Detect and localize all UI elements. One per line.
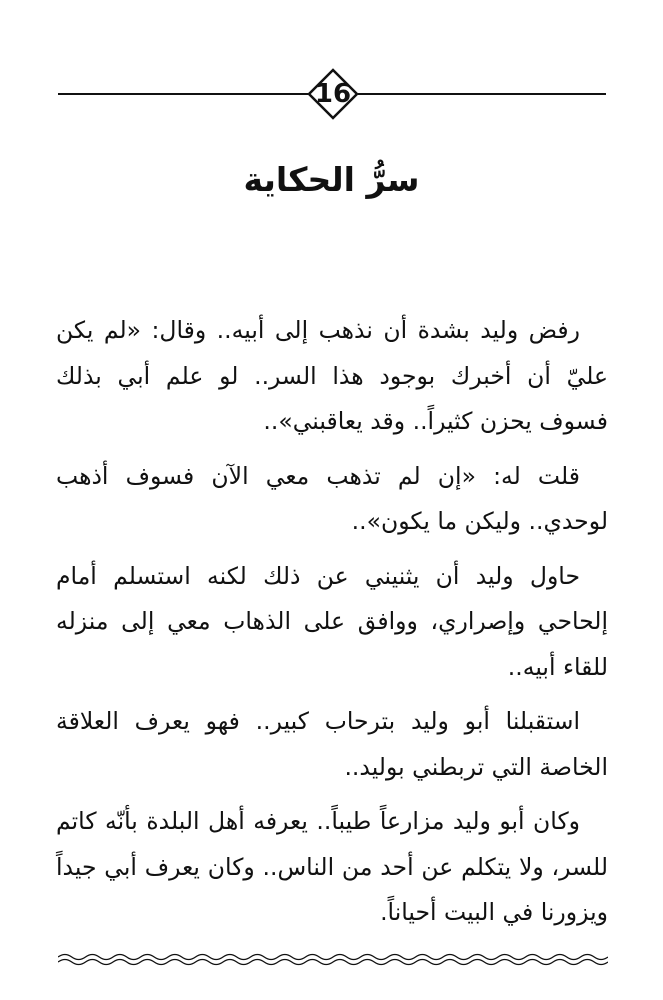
paragraph: استقبلنا أبو وليد بترحاب كبير.. فهو يعرف العلاقة الخاصة التي تربطني بوليد.. xyxy=(56,707,608,781)
footer-wave-divider xyxy=(58,951,608,967)
paragraph: قلت له: «إن لم تذهب معي الآن فسوف أذهب لوحدي.. وليكن ما يكون».. xyxy=(56,461,608,535)
chapter-title: سرُّ الحكاية xyxy=(243,160,420,200)
header-rule-right xyxy=(358,93,606,95)
body-text xyxy=(56,308,608,945)
paragraph: رفض وليد بشدة أن نذهب إلى أبيه.. وقال: «لم يكن عليّ أن أخبرك بوجود هذا السر.. لو علم أبي بذلك فسوف يحزن كثيراً.. وقد يعاقبني».. xyxy=(56,316,608,435)
paragraph: وكان أبو وليد مزارعاً طيباً.. يعرفه أهل البلدة بأنّه كاتم للسر، ولا يتكلم عن أحد من الناس.. وكان يعرف أبي جيداً ويزورنا في البيت أحياناً. xyxy=(56,807,608,926)
header-rule-left xyxy=(58,93,308,95)
page-number: 16 xyxy=(314,79,352,109)
paragraph: حاول وليد أن يثنيني عن ذلك لكنه استسلم أمام إلحاحي وإصراري، ووافق على الذهاب معي إلى منزله للقاء أبيه.. xyxy=(56,561,608,681)
